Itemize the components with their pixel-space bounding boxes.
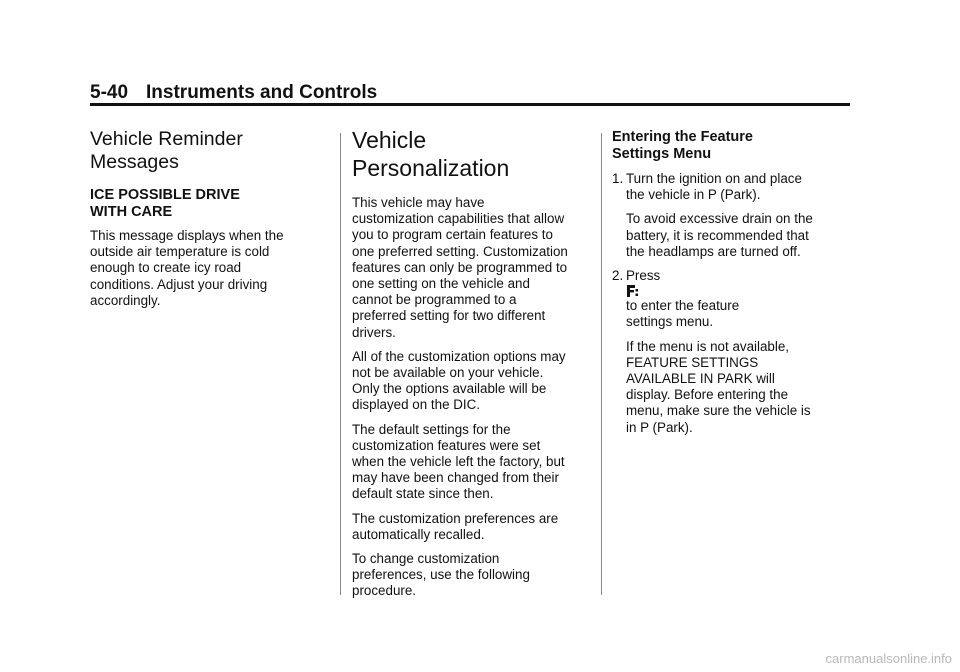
text-line: features can only be programmed to: [352, 259, 568, 275]
text-line: drivers.: [352, 324, 396, 340]
text-line: settings menu.: [626, 314, 714, 330]
text-line: one setting on the vehicle and: [352, 276, 530, 292]
text-line: automatically recalled.: [352, 526, 485, 542]
text-line: in P (Park).: [626, 419, 693, 435]
text-line: [626, 268, 850, 314]
text-line: display. Before entering the: [626, 387, 789, 403]
text-line: when the vehicle left the factory, but: [352, 454, 565, 470]
text-line: preferred setting for two different: [352, 308, 546, 324]
text-line: the vehicle in P (Park).: [626, 187, 761, 203]
text-line: If the menu is not available,: [626, 338, 790, 354]
heading-line: Settings Menu: [612, 146, 712, 162]
column-personalization: [352, 126, 590, 600]
text-line: customization capabilities that allow: [352, 211, 565, 227]
text-line: The default settings for the: [352, 421, 511, 437]
paragraph-ice-message: [90, 228, 312, 309]
step-note: [626, 339, 850, 436]
text-line: cannot be programmed to a: [352, 292, 517, 308]
step-note: [626, 211, 850, 260]
text-line: Only the options available will be: [352, 381, 547, 397]
text-line: not be available on your vehicle.: [352, 365, 544, 381]
heading-line: Personalization: [352, 155, 510, 181]
text-line: battery, it is recommended that: [626, 227, 809, 243]
step-1: [612, 171, 850, 260]
text-line: enough to create icy road: [90, 260, 242, 276]
site-watermark: carmanualsonline.info: [825, 651, 952, 666]
heading-line: Messages: [90, 151, 179, 173]
heading-line: Vehicle: [352, 127, 427, 153]
text-line: procedure.: [352, 583, 417, 599]
text-line: the headlamps are turned off.: [626, 243, 801, 259]
text-line: All of the customization options may: [352, 348, 566, 364]
text-fragment: Press: [626, 268, 661, 284]
subheading-line: ICE POSSIBLE DRIVE: [90, 187, 240, 203]
text-line: The customization preferences are: [352, 510, 559, 526]
paragraph-change-preferences: [352, 551, 590, 600]
text-line: This vehicle may have: [352, 195, 485, 210]
paragraph-customization-capabilities: [352, 195, 590, 341]
text-line: outside air temperature is cold: [90, 244, 270, 260]
text-line: preferences, use the following: [352, 567, 530, 583]
step-body: [626, 268, 850, 436]
paragraph-preferences-recalled: [352, 511, 590, 543]
vehicle-settings-icon: [626, 284, 639, 298]
page-number: 5-40: [90, 82, 129, 103]
text-line: AVAILABLE IN PARK will: [626, 371, 775, 387]
text-line: menu, make sure the vehicle is: [626, 403, 811, 419]
paragraph-options-availability: [352, 349, 590, 414]
heading-line: Entering the Feature: [612, 129, 753, 145]
text-line: conditions. Adjust your driving: [90, 276, 268, 292]
column-divider-2: [601, 133, 602, 595]
text-line: one preferred setting. Customization: [352, 243, 568, 259]
text-line: may have been changed from their: [352, 470, 559, 486]
header-rule: [90, 103, 850, 106]
step-number: 2.: [612, 268, 624, 284]
paragraph-default-settings: [352, 422, 590, 503]
heading-vehicle-reminder-messages: [90, 128, 312, 174]
text-line: customization features were set: [352, 437, 541, 453]
text-line: To change customization: [352, 551, 500, 567]
text-fragment: to enter the feature: [626, 298, 740, 314]
column-reminder-messages: [90, 126, 312, 309]
step-body: [626, 171, 850, 260]
text-line: accordingly.: [90, 292, 161, 308]
heading-entering-feature-settings: [612, 129, 850, 163]
text-line: To avoid excessive drain on the: [626, 211, 813, 227]
subheading-line: WITH CARE: [90, 204, 173, 220]
step-instruction: [626, 171, 850, 203]
text-line: you to program certain features to: [352, 227, 553, 243]
heading-line: Vehicle Reminder: [90, 128, 243, 150]
page-header: [90, 82, 850, 104]
heading-vehicle-personalization: [352, 126, 590, 182]
text-line: displayed on the DIC.: [352, 397, 481, 413]
section-title: Instruments and Controls: [146, 82, 378, 103]
step-instruction: [626, 268, 850, 331]
step-number: 1.: [612, 171, 624, 186]
text-line: This message displays when the: [90, 228, 284, 243]
step-2: [612, 268, 850, 436]
text-line: Turn the ignition on and place: [626, 171, 802, 186]
text-line: default state since then.: [352, 486, 494, 502]
column-divider-1: [340, 133, 341, 595]
column-feature-settings: [612, 126, 850, 436]
text-line: FEATURE SETTINGS: [626, 354, 759, 370]
subheading-ice-possible: [90, 187, 312, 221]
